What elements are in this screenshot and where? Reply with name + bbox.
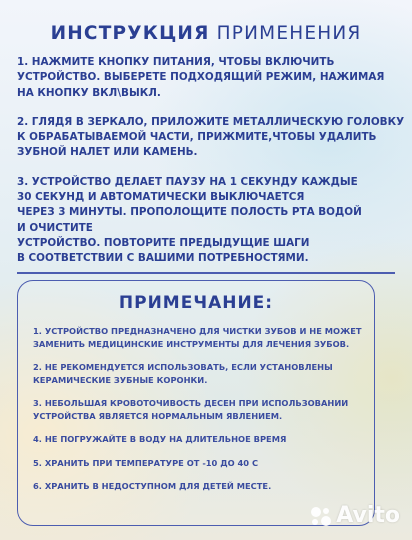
note-item-line: УСТРОЙСТВА ЯВЛЯЕТСЯ НОРМАЛЬНЫМ ЯВЛЕНИЕМ. [33,410,283,421]
note-item-line: 4. НЕ ПОГРУЖАЙТЕ В ВОДУ НА ДЛИТЕЛЬНОЕ ВРЕМЯ [33,434,287,444]
instruction-steps [17,55,405,281]
avito-watermark [309,503,400,528]
step-2-line: 2. ГЛЯДЯ В ЗЕРКАЛО, ПРИЛОЖИТЕ МЕТАЛЛИЧЕСКУЮ ГОЛОВКУ [17,115,405,128]
step-3-line: ЧЕРЕЗ 3 МИНУТЫ. ПРОПОЛОЩИТЕ ПОЛОСТЬ РТА ВОДОЙ [17,206,362,219]
page-title-light: ПРИМЕНЕНИЯ [216,23,362,44]
note-item-line: 1. УСТРОЙСТВО ПРЕДНАЗНАЧЕНО ДЛЯ ЧИСТКИ ЗУБОВ И НЕ МОЖЕТ [33,326,362,336]
step-2 [17,115,405,161]
avito-logo-icon [309,505,333,527]
step-1-line: 1. НАЖМИТЕ КНОПКУ ПИТАНИЯ, ЧТОБЫ ВКЛЮЧИТЬ [17,56,335,68]
note-item-line: 3. НЕБОЛЬШАЯ КРОВОТОЧИВОСТЬ ДЕСЕН ПРИ ИСПОЛЬЗОВАНИИ [33,398,349,408]
page-title-bold: ИНСТРУКЦИЯ [50,23,210,44]
note-item [33,433,368,446]
note-item-line: ЗАМЕНИТЬ МЕДИЦИНСКИЕ ИНСТРУМЕНТЫ ДЛЯ ЛЕЧЕНИЯ ЗУБОВ. [33,338,350,349]
step-3-line: 30 СЕКУНД И АВТОМАТИЧЕСКИ ВЫКЛЮЧАЕТСЯ [17,191,305,204]
note-item-line: 6. ХРАНИТЬ В НЕДОСТУПНОМ ДЛЯ ДЕТЕЙ МЕСТЕ. [33,481,272,491]
note-item [33,361,368,386]
step-3-line: УСТРОЙСТВО. ПОВТОРИТЕ ПРЕДЫДУЩИЕ ШАГИ [17,236,310,249]
note-item [33,480,368,493]
step-1 [17,55,402,101]
note-item-line: КЕРАМИЧЕСКИЕ ЗУБНЫЕ КОРОНКИ. [33,374,208,385]
step-1-line: УСТРОЙСТВО. ВЫБЕРЕТЕ ПОДХОДЯЩИЙ РЕЖИМ, НАЖИМАЯ [17,71,385,84]
step-3-line: 3. УСТРОЙСТВО ДЕЛАЕТ ПАУЗУ НА 1 СЕКУНДУ КАЖДЫЕ [17,175,358,188]
step-2-line: ЗУБНОЙ НАЛЕТ ИЛИ КАМЕНЬ. [17,146,198,159]
note-item-line: 2. НЕ РЕКОМЕНДУЕТСЯ ИСПОЛЬЗОВАТЬ, ЕСЛИ УСТАНОВЛЕНЫ [33,362,333,372]
note-item [33,457,368,470]
note-title: ПРИМЕЧАНИЕ: [118,293,274,313]
step-3 [17,175,402,267]
note-item-line: 5. ХРАНИТЬ ПРИ ТЕМПЕРАТУРЕ ОТ -10 ДО 40 С [33,457,259,468]
step-2-line: К ОБРАБАТЫВАЕМОЙ ЧАСТИ, ПРИЖМИТЕ,ЧТОБЫ УДАЛИТЬ [17,131,377,144]
step-1-line: НА КНОПКУ ВКЛ\ВЫКЛ. [17,86,161,99]
step-3-line: И ОЧИСТИТЕ [17,221,93,234]
avito-watermark-text: Avito [336,503,400,528]
page-title [0,20,412,48]
note-item [33,325,368,350]
note-list [33,325,368,504]
note-box [17,280,375,526]
step-3-line: В СООТВЕТСТВИИ С ВАШИМИ ПОТРЕБНОСТЯМИ. [17,252,309,265]
section-divider [17,272,395,274]
note-item [33,397,368,422]
